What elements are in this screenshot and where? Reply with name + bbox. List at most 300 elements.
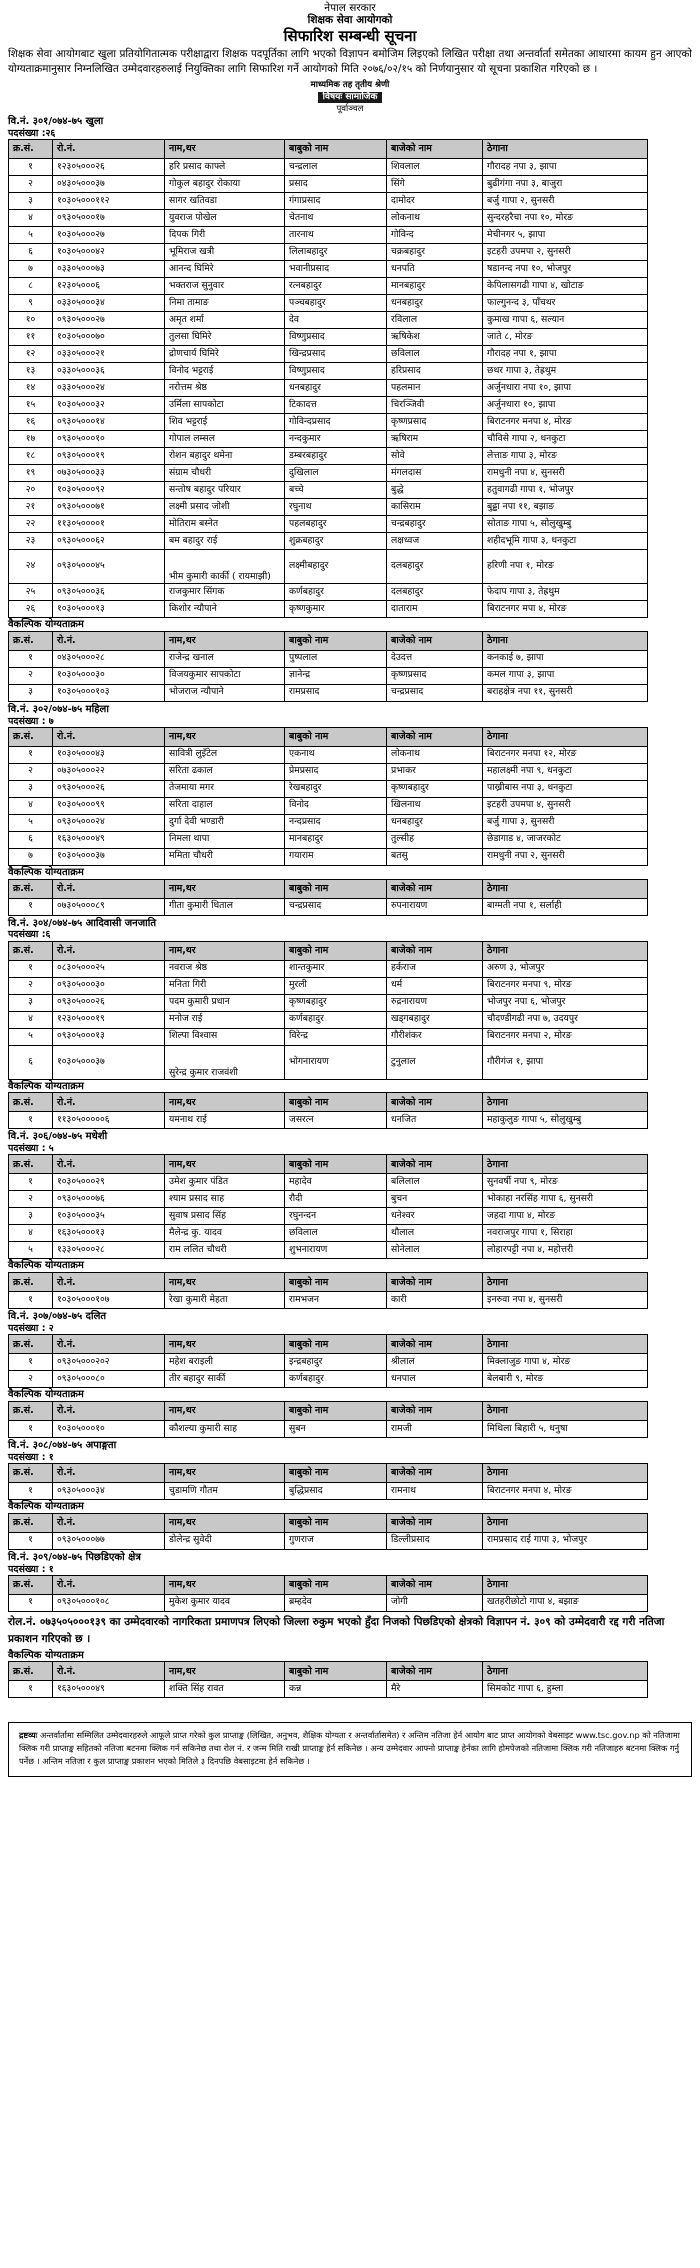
table-cell: कर्णबहादुर bbox=[285, 1371, 387, 1388]
commission-name: शिक्षक सेवा आयोगको bbox=[307, 14, 393, 27]
table-cell: यमनाथ राई bbox=[165, 1112, 285, 1129]
table-cell: नवराजपुर गापा १, सिराहा bbox=[483, 1225, 648, 1242]
table-cell: ०३३०५०००३४ bbox=[53, 294, 165, 311]
table-cell: ०४३०५०००३७ bbox=[53, 175, 165, 192]
table-cell: ०९३०५०००२६ bbox=[53, 994, 165, 1011]
table-cell: १२३०५०००२६ bbox=[53, 158, 165, 175]
table-header-row bbox=[9, 941, 648, 960]
table-cell: पदम कुमारी प्रधान bbox=[165, 994, 285, 1011]
table-cell: सरिता दाहाल bbox=[165, 797, 285, 814]
table-row bbox=[9, 1028, 648, 1045]
column-header: ठेगाना bbox=[483, 1273, 648, 1292]
table-cell: भोकाहा नरसिंह गापा ६, सुनसरी bbox=[483, 1191, 648, 1208]
table-header-row bbox=[9, 631, 648, 650]
table-cell: ९ bbox=[9, 294, 53, 311]
column-header: क्र.सं. bbox=[9, 1093, 53, 1112]
table-cell: इटहरी उपमपा ४, सुनसरी bbox=[483, 797, 648, 814]
table-cell: १०३०५०००३० bbox=[53, 667, 165, 684]
table-cell: १०३०५०००३२ bbox=[53, 396, 165, 413]
column-header: बाजेको नाम bbox=[387, 1575, 483, 1594]
table-cell: इनरुवा नपा ४, सुनसरी bbox=[483, 1292, 648, 1309]
table-cell: बर्जु गापा २, सुनसरी bbox=[483, 192, 648, 209]
table-cell: कनकाई ७, झापा bbox=[483, 650, 648, 667]
table-cell: २ bbox=[9, 1371, 53, 1388]
section-title: वि.नं. ३०४/०७४-७५ आदिवासी जनजाति bbox=[8, 917, 157, 929]
column-header: क्र.सं. bbox=[9, 1575, 53, 1594]
table-cell: ०९३०५०००३० bbox=[53, 977, 165, 994]
column-header: क्र.सं. bbox=[9, 139, 53, 158]
column-header: नाम,थर bbox=[165, 1662, 285, 1681]
table-cell: ७ bbox=[9, 848, 53, 865]
table-cell: मानबहादुर bbox=[285, 831, 387, 848]
table-row bbox=[9, 583, 648, 600]
table-cell: रुद्रनारायण bbox=[387, 994, 483, 1011]
intro-paragraph: शिक्षक सेवा आयोगबाट खुला प्रतियोगितात्मक परीक्षाद्वारा शिक्षक पदपूर्तिका लागि भएको विज्ञापन बमोजिम लिइएको लिखित परीक्षा तथा अन्तर्वार्ता समेतका आधारमा कायम हुन आएको योग्यताक्रमानुसार निम्नलिखित उम्मेदवारहरुलाई नियुक्तिका लागि सिफारिश गर्ने आयोगको मिति २०७६/०२/१५ को निर्णयानुसार यो सूचना प्रकाशित गरिएको छ । bbox=[8, 48, 692, 75]
column-header: नाम,थर bbox=[165, 139, 285, 158]
table-cell: ब्रम्हदेव bbox=[285, 1594, 387, 1611]
table-cell: रामजी bbox=[387, 1420, 483, 1437]
table-cell: १ bbox=[9, 746, 53, 763]
table-cell: कर्णबहादुर bbox=[285, 583, 387, 600]
table-cell: ०९३०५०००७७ bbox=[53, 1532, 165, 1549]
column-header: बाजेको नाम bbox=[387, 879, 483, 898]
table-cell: १०३०५०००४२ bbox=[53, 243, 165, 260]
column-header: बाजेको नाम bbox=[387, 1513, 483, 1532]
table-cell: १०३०५०००२९ bbox=[53, 1174, 165, 1191]
table-cell: देव bbox=[285, 311, 387, 328]
table-row bbox=[9, 1532, 648, 1549]
table-cell: १ bbox=[9, 1292, 53, 1309]
table-row bbox=[9, 1225, 648, 1242]
column-header: नाम,थर bbox=[165, 1335, 285, 1354]
table-row bbox=[9, 175, 648, 192]
alternative-table bbox=[8, 1401, 648, 1438]
table-cell: जहदा गापा ४, मोरङ bbox=[483, 1208, 648, 1225]
table-cell: शिवलाल bbox=[387, 158, 483, 175]
column-header: बाबुको नाम bbox=[285, 1513, 387, 1532]
table-cell: ८ bbox=[9, 277, 53, 294]
table-cell: ०९३०५०००३४ bbox=[53, 1482, 165, 1499]
column-header: बाजेको नाम bbox=[387, 1463, 483, 1482]
table-cell: श्रीलाल bbox=[387, 1354, 483, 1371]
table-cell: बर्जु गापा ३, सुनसरी bbox=[483, 814, 648, 831]
table-cell: १ bbox=[9, 1681, 53, 1698]
table-cell: शिव भट्टराई bbox=[165, 413, 285, 430]
column-header: क्र.सं. bbox=[9, 1401, 53, 1420]
table-cell: ११३०५०००००६ bbox=[53, 1112, 165, 1129]
table-cell: गोविन्दप्रसाद bbox=[285, 413, 387, 430]
table-cell: २० bbox=[9, 481, 53, 498]
table-cell: दलबहादुर bbox=[387, 549, 483, 583]
table-cell: बुढ्ढा नपा ११, बझाङ bbox=[483, 498, 648, 515]
column-header: बाबुको नाम bbox=[285, 879, 387, 898]
table-cell: १३ bbox=[9, 362, 53, 379]
column-header: बाजेको नाम bbox=[387, 631, 483, 650]
table-cell: गौरीगंज १, झापा bbox=[483, 1045, 648, 1079]
table-cell: सिमकोट गापा ६, हुम्ला bbox=[483, 1681, 648, 1698]
column-header: बाबुको नाम bbox=[285, 1463, 387, 1482]
govt-name: नेपाल सरकार bbox=[324, 2, 376, 14]
table-cell: कृष्णप्रसाद bbox=[387, 667, 483, 684]
post-count: पदसंख्या : २ bbox=[8, 1322, 54, 1334]
table-cell: देउदत्त bbox=[387, 650, 483, 667]
table-cell: शहीदभूमि गापा ३, धनकुटा bbox=[483, 532, 648, 549]
table-row bbox=[9, 1011, 648, 1028]
table-cell: जोगी bbox=[387, 1594, 483, 1611]
recommended-table bbox=[8, 727, 648, 866]
table-row bbox=[9, 1371, 648, 1388]
table-cell: २५ bbox=[9, 583, 53, 600]
table-row bbox=[9, 1420, 648, 1437]
table-cell: ०९३०५०००३६ bbox=[53, 583, 165, 600]
post-count: पदसंख्या : १ bbox=[8, 1563, 54, 1575]
table-row bbox=[9, 430, 648, 447]
table-cell: रविलाल bbox=[387, 311, 483, 328]
table-cell: १०३०५०००३७ bbox=[53, 1045, 165, 1079]
column-header: नाम,थर bbox=[165, 1093, 285, 1112]
table-cell: इटहरी उपमपा २, सुनसरी bbox=[483, 243, 648, 260]
table-cell: विनोद bbox=[285, 797, 387, 814]
table-cell: सिंगे bbox=[387, 175, 483, 192]
final-alternative-table bbox=[8, 1661, 692, 1698]
section-title: वि.नं. ३०७/०७४-७५ दलित bbox=[8, 1311, 107, 1323]
table-cell: १०३०५०००३७ bbox=[53, 848, 165, 865]
table-cell: सन्तोष बहादुर परियार bbox=[165, 481, 285, 498]
table-cell: विनोद भट्टराई bbox=[165, 362, 285, 379]
table-cell: द्रोणचार्य घिमिरे bbox=[165, 345, 285, 362]
table-cell: १ bbox=[9, 1594, 53, 1611]
recommended-table bbox=[8, 139, 648, 618]
table-cell: १ bbox=[9, 960, 53, 977]
table-cell: राजेन्द्र खनाल bbox=[165, 650, 285, 667]
table-cell: कौशल्या कुमारी साह bbox=[165, 1420, 285, 1437]
table-cell: मिथिला बिहारी ५, धनुषा bbox=[483, 1420, 648, 1437]
table-cell: मैलेन्द्र कु. यादव bbox=[165, 1225, 285, 1242]
table-cell: कर्णबहादुर bbox=[285, 1011, 387, 1028]
table-row bbox=[9, 226, 648, 243]
table-cell: रुपनारायण bbox=[387, 898, 483, 915]
table-cell: मेचीनगर ५, झापा bbox=[483, 226, 648, 243]
table-row bbox=[9, 780, 648, 797]
table-cell: अरुण ३, भोजपुर bbox=[483, 960, 648, 977]
table-cell: १०३०५०००१०७ bbox=[53, 1292, 165, 1309]
table-cell: बुचन bbox=[387, 1191, 483, 1208]
table-cell: १०३०५०००७० bbox=[53, 328, 165, 345]
column-header: ठेगाना bbox=[483, 1093, 648, 1112]
table-cell: १० bbox=[9, 311, 53, 328]
alternative-table bbox=[8, 1513, 648, 1550]
column-header: बाजेको नाम bbox=[387, 139, 483, 158]
table-cell: शान्तकुमार bbox=[285, 960, 387, 977]
table-cell: फाल्गुनन्द ३, पाँचथर bbox=[483, 294, 648, 311]
table-header-row bbox=[9, 1575, 648, 1594]
column-header: रो.नं. bbox=[53, 1273, 165, 1292]
alternative-heading: वैकल्पिक योग्यताक्रम bbox=[8, 866, 84, 878]
table-cell: खतहरीछोटो गापा ४, बझाङ bbox=[483, 1594, 648, 1611]
table-cell: सोताङ गापा ५, सोलुखुम्बु bbox=[483, 515, 648, 532]
table-cell: गोपाल लम्सल bbox=[165, 430, 285, 447]
alternative-heading: वैकल्पिक योग्यताक्रम bbox=[8, 1500, 84, 1512]
table-cell: ४ bbox=[9, 797, 53, 814]
table-cell: ५ bbox=[9, 1028, 53, 1045]
table-cell: १२३०५०००६ bbox=[53, 277, 165, 294]
table-cell: चेतनाथ bbox=[285, 209, 387, 226]
table-row bbox=[9, 848, 648, 865]
column-header: नाम,थर bbox=[165, 1273, 285, 1292]
table-cell: बुद्धिप्रसाद bbox=[285, 1482, 387, 1499]
alternative-table bbox=[8, 1272, 648, 1309]
table-cell: श्याम प्रसाद साह bbox=[165, 1191, 285, 1208]
table-row bbox=[9, 1482, 648, 1499]
column-header: रो.नं. bbox=[53, 1401, 165, 1420]
column-header: क्र.सं. bbox=[9, 1463, 53, 1482]
table-cell: कन्न bbox=[285, 1681, 387, 1698]
table-cell: शुक्रबहादुर bbox=[285, 532, 387, 549]
table-cell: गौरादह नपा ३, झापा bbox=[483, 158, 648, 175]
table-cell: जसरत्न bbox=[285, 1112, 387, 1129]
table-cell: १५ bbox=[9, 396, 53, 413]
table-cell: ३ bbox=[9, 780, 53, 797]
table-cell: हर्कराज bbox=[387, 960, 483, 977]
column-header: क्र.सं. bbox=[9, 631, 53, 650]
table-cell: ०९३०५०००१३ bbox=[53, 1028, 165, 1045]
table-cell: १८ bbox=[9, 447, 53, 464]
table-cell: नन्दकुमार bbox=[285, 430, 387, 447]
column-header: रो.नं. bbox=[53, 879, 165, 898]
column-header: ठेगाना bbox=[483, 1463, 648, 1482]
table-cell: प्रभाकर bbox=[387, 763, 483, 780]
table-cell: ६ bbox=[9, 831, 53, 848]
alternative-heading: वैकल्पिक योग्यताक्रम bbox=[8, 618, 84, 630]
table-cell: १७ bbox=[9, 430, 53, 447]
table-cell: ०९३०५०००१०८ bbox=[53, 1594, 165, 1611]
table-cell: ज्ञानेन्द्र bbox=[285, 667, 387, 684]
table-cell: भक्तराज सुनुवार bbox=[165, 277, 285, 294]
table-cell: १ bbox=[9, 650, 53, 667]
column-header: नाम,थर bbox=[165, 1155, 285, 1174]
recommended-table bbox=[8, 941, 648, 1080]
table-cell: टिकादत्त bbox=[285, 396, 387, 413]
table-cell: ममिता चौधरी bbox=[165, 848, 285, 865]
table-cell: धनपति bbox=[387, 260, 483, 277]
table-row bbox=[9, 1594, 648, 1611]
table-row bbox=[9, 294, 648, 311]
column-header: रो.नं. bbox=[53, 727, 165, 746]
alternative-heading: वैकल्पिक योग्यताक्रम bbox=[8, 1389, 84, 1401]
table-cell: मुकेश कुमार यादव bbox=[165, 1594, 285, 1611]
table-cell: कुमाख गापा ६, सल्यान bbox=[483, 311, 648, 328]
table-cell: दाताराम bbox=[387, 600, 483, 617]
table-cell: महाकुलुङ गापा ५, सोलुखुम्बु bbox=[483, 1112, 648, 1129]
table-cell: ०९३०५०००१० bbox=[53, 430, 165, 447]
table-cell: ०३३०५०००२४ bbox=[53, 379, 165, 396]
table-cell: राजकुमार सिंगक bbox=[165, 583, 285, 600]
table-cell: गीता कुमारी धिताल bbox=[165, 898, 285, 915]
table-cell: धर्म bbox=[387, 977, 483, 994]
column-header: बाबुको नाम bbox=[285, 941, 387, 960]
post-count: पदसंख्या :६ bbox=[8, 929, 51, 941]
column-header: नाम,थर bbox=[165, 1463, 285, 1482]
table-cell: भोजराज न्यौपाने bbox=[165, 684, 285, 701]
column-header: नाम,थर bbox=[165, 1401, 285, 1420]
table-row bbox=[9, 192, 648, 209]
section-title: वि.नं. ३०१/०७४-७५ खुला bbox=[8, 115, 104, 127]
table-cell: बच्चे bbox=[285, 481, 387, 498]
table-cell: १०३०५०००१०३ bbox=[53, 684, 165, 701]
column-header: क्र.सं. bbox=[9, 1513, 53, 1532]
table-header-row bbox=[9, 1662, 648, 1681]
table-cell: पञ्चबहादुर bbox=[285, 294, 387, 311]
table-cell: १ bbox=[9, 1420, 53, 1437]
table-cell: एकनाथ bbox=[285, 746, 387, 763]
table-cell: १ bbox=[9, 1482, 53, 1499]
table-cell: ०९३०५०००७१ bbox=[53, 498, 165, 515]
column-header: नाम,थर bbox=[165, 1513, 285, 1532]
table-cell: डिल्लीप्रसाद bbox=[387, 1532, 483, 1549]
table-cell: धनेश्वर bbox=[387, 1208, 483, 1225]
table-row bbox=[9, 763, 648, 780]
post-count: पदसंख्या :२६ bbox=[8, 127, 56, 139]
table-cell: बतसु bbox=[387, 848, 483, 865]
table-cell: रामभजन bbox=[285, 1292, 387, 1309]
table-cell: रामनाथ bbox=[387, 1482, 483, 1499]
table-cell: पाख्रीबास नपा ३, धनकुटा bbox=[483, 780, 648, 797]
table-cell: लोकनाथ bbox=[387, 746, 483, 763]
table-row bbox=[9, 1292, 648, 1309]
table-cell: चन्द्रप्रसाद bbox=[285, 898, 387, 915]
table-cell: लक्ष्मी प्रसाद जोशी bbox=[165, 498, 285, 515]
table-cell: कारी bbox=[387, 1292, 483, 1309]
table-row bbox=[9, 667, 648, 684]
table-cell: ०७३०५०००२२ bbox=[53, 763, 165, 780]
table-cell: आनन्द घिमिरे bbox=[165, 260, 285, 277]
table-cell: राम ललित चौधरी bbox=[165, 1242, 285, 1259]
level-category: माध्यमिक तह तृतीय श्रेणी bbox=[310, 80, 390, 91]
table-cell: गुणराज bbox=[285, 1532, 387, 1549]
table-cell: बुद्धे bbox=[387, 481, 483, 498]
table-row bbox=[9, 277, 648, 294]
table-cell: सुनवर्षी नपा ९, मोरङ bbox=[483, 1174, 648, 1191]
table-cell: छेडागाड ४, जाजरकोट bbox=[483, 831, 648, 848]
table-cell: २ bbox=[9, 667, 53, 684]
table-row bbox=[9, 1174, 648, 1191]
column-header: बाजेको नाम bbox=[387, 1401, 483, 1420]
table-cell: छविलाल bbox=[387, 345, 483, 362]
column-header: बाजेको नाम bbox=[387, 727, 483, 746]
table-row bbox=[9, 1242, 648, 1259]
alternative-table bbox=[8, 1092, 648, 1129]
table-cell: दलबहादुर bbox=[387, 583, 483, 600]
table-cell: १ bbox=[9, 158, 53, 175]
table-cell: २१ bbox=[9, 498, 53, 515]
table-cell: मैरे bbox=[387, 1681, 483, 1698]
section-title: वि.नं. ३०८/०७४-७५ अपाङ्गता bbox=[8, 1439, 117, 1451]
table-cell: गंगाप्रसाद bbox=[285, 192, 387, 209]
table-cell: शुभनारायण bbox=[285, 1242, 387, 1259]
table-header-row bbox=[9, 727, 648, 746]
table-header-row bbox=[9, 1401, 648, 1420]
column-header: रो.नं. bbox=[53, 1155, 165, 1174]
table-cell: मानबहादुर bbox=[387, 277, 483, 294]
table-cell: मनिता गिरी bbox=[165, 977, 285, 994]
table-cell: तारनाथ bbox=[285, 226, 387, 243]
table-cell: खड्गबहादुर bbox=[387, 1011, 483, 1028]
table-cell: रघुनाथ bbox=[285, 498, 387, 515]
table-cell: निमा तामाङ bbox=[165, 294, 285, 311]
table-cell: ०९३०५०००२४ bbox=[53, 814, 165, 831]
table-cell: युवराज पोखेल bbox=[165, 209, 285, 226]
table-row bbox=[9, 977, 648, 994]
subject-label: विषयः सामाजिक bbox=[318, 92, 383, 103]
column-header: ठेगाना bbox=[483, 1401, 648, 1420]
table-cell: पहलमान bbox=[387, 379, 483, 396]
notice-title: सिफारिश सम्बन्धी सूचना bbox=[283, 26, 417, 45]
table-cell: सरिता ढकाल bbox=[165, 763, 285, 780]
table-cell: कृष्णप्रसाद bbox=[387, 413, 483, 430]
post-count: पदसंख्या : ५ bbox=[8, 1143, 54, 1155]
table-cell: डोलेन्द्र सुवेदी bbox=[165, 1532, 285, 1549]
column-header: बाबुको नाम bbox=[285, 1273, 387, 1292]
table-row bbox=[9, 345, 648, 362]
table-row bbox=[9, 481, 648, 498]
column-header: नाम,थर bbox=[165, 1575, 285, 1594]
footnote-label: द्रष्टव्यः bbox=[19, 1730, 38, 1741]
recommended-table bbox=[8, 1575, 648, 1612]
table-cell: थौलाल bbox=[387, 1225, 483, 1242]
column-header: बाबुको नाम bbox=[285, 727, 387, 746]
table-cell: १०३०५०००४३ bbox=[53, 746, 165, 763]
table-cell: विष्णुप्रसाद bbox=[285, 328, 387, 345]
table-row bbox=[9, 994, 648, 1011]
table-cell: ०९३०५०००२६ bbox=[53, 780, 165, 797]
table-cell: सोनेलाल bbox=[387, 1242, 483, 1259]
column-header: क्र.सं. bbox=[9, 1155, 53, 1174]
table-cell: रामप्रसाद राई गापा ३, भोजपुर bbox=[483, 1532, 648, 1549]
table-row bbox=[9, 1191, 648, 1208]
table-cell: लिलाबहादुर bbox=[285, 243, 387, 260]
post-count: पदसंख्या : १ bbox=[8, 1451, 54, 1463]
sections bbox=[8, 116, 692, 1612]
zone-label: पूर्वाञ्चल bbox=[336, 103, 364, 114]
table-cell: सुवाष प्रसाद सिंह bbox=[165, 1208, 285, 1225]
table-cell: रामप्रसाद bbox=[285, 684, 387, 701]
table-cell: १ bbox=[9, 898, 53, 915]
table-cell: १०३०५०००१० bbox=[53, 1420, 165, 1437]
column-header: रो.नं. bbox=[53, 1575, 165, 1594]
table-cell: इन्द्रबहादुर bbox=[285, 1354, 387, 1371]
table-cell: १०३०५०००१३ bbox=[53, 600, 165, 617]
table-cell: १३३०५०००२८ bbox=[53, 1242, 165, 1259]
table-row bbox=[9, 260, 648, 277]
column-header: ठेगाना bbox=[483, 727, 648, 746]
column-header: बाजेको नाम bbox=[387, 941, 483, 960]
column-header: रो.नं. bbox=[53, 1513, 165, 1532]
column-header: बाबुको नाम bbox=[285, 1401, 387, 1420]
table-cell: ०९३०५०००१४ bbox=[53, 413, 165, 430]
table-cell: मनोज राई bbox=[165, 1011, 285, 1028]
table-cell: लोकनाथ bbox=[387, 209, 483, 226]
table-cell: ११ bbox=[9, 328, 53, 345]
table-cell: बुढीगंगा नपा ३, बाजुरा bbox=[483, 175, 648, 192]
table-cell: ०३३०५०००३६ bbox=[53, 362, 165, 379]
table-cell: मंगलदास bbox=[387, 464, 483, 481]
table-cell: सावित्री लुइँटेल bbox=[165, 746, 285, 763]
column-header: नाम,थर bbox=[165, 727, 285, 746]
table-cell: ५ bbox=[9, 1242, 53, 1259]
table-cell: १२३०५०००१९ bbox=[53, 1011, 165, 1028]
table-cell: ४ bbox=[9, 1225, 53, 1242]
column-header: बाजेको नाम bbox=[387, 1093, 483, 1112]
